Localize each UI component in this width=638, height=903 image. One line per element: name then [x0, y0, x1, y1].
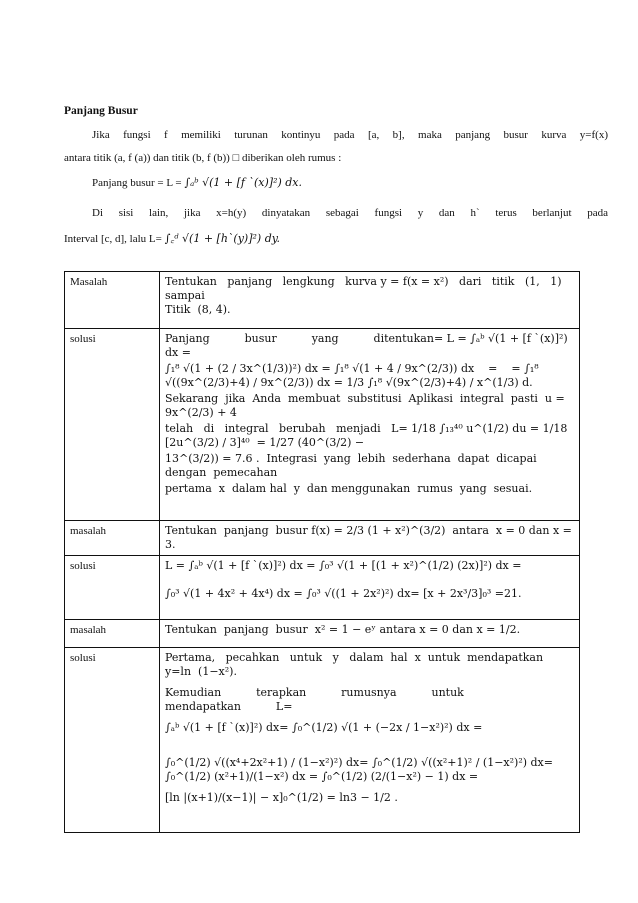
paragraph-2-prefix: Interval [c, d], lalu L=	[64, 233, 162, 245]
row-content	[160, 556, 580, 620]
arc-length-formula-y: ∫꜀ᵈ √(1 + [hˋ(y)]²) dy.	[164, 232, 280, 245]
content-line: Kemudian terapkan rumusnya untuk mendapatkan L=	[165, 686, 499, 713]
content-line: ∫₀^(1/2) √((x⁴+2x²+1) / (1−x²)²) dx= ∫₀^(1/2) √((x²+1)² / (1−x²)²) dx= ∫₀^(1/2) (x²+1)/(1−x²) dx = ∫₀^(1/2) (2/(1−x²) − 1) dx =	[165, 756, 557, 783]
content-line: Panjang busur yang ditentukan= L = ∫ₐᵇ √(1 + [f ˋ(x)]²) dx =	[165, 332, 572, 359]
problems-table	[64, 271, 580, 833]
row-label: solusi	[65, 329, 160, 521]
content-line: 13^(3/2)) = 7.6 . Integrasi yang lebih sederhana dapat dicapai dengan pemecahan	[165, 452, 544, 479]
table-row	[65, 521, 580, 556]
content-line: ∫₀³ √(1 + 4x² + 4x⁴) dx = ∫₀³ √((1 + 2x²)²) dx= [x + 2x³/3]₀³ =21.	[165, 587, 522, 600]
content-line: Tentukan panjang busur x² = 1 − eʸ antara x = 0 dan x = 1/2.	[165, 623, 521, 636]
paragraph-2-line-2	[64, 231, 580, 247]
content-line: Pertama, pecahkan untuk y dalam hal x untuk mendapatkan y=ln (1−x²).	[165, 651, 551, 678]
row-content	[160, 521, 580, 556]
formula-body: ∫ₐᵇ √(1 + [f ˋ(x)]²) dx.	[184, 176, 303, 189]
table-row	[65, 272, 580, 329]
paragraph-2-line-1: Di sisi lain, jika x=h(y) dinyatakan sebagai fungsi y dan h` terus berlanjut pada	[92, 207, 608, 219]
content-line: [ln |(x+1)/(x−1)| − x]₀^(1/2) = ln3 − 1/2 .	[165, 791, 398, 804]
content-line: ∫ₐᵇ √(1 + [f ˋ(x)]²) dx= ∫₀^(1/2) √(1 + (−2x / 1−x²)²) dx =	[165, 721, 483, 734]
content-line: Tentukan panjang busur f(x) = 2/3 (1 + x²)^(3/2) antara x = 0 dan x = 3.	[165, 524, 576, 551]
content-line: L = ∫ₐᵇ √(1 + [f ˋ(x)]²) dx = ∫₀³ √(1 + [(1 + x²)^(1/2) (2x)]²) dx =	[165, 559, 522, 572]
content-line: Sekarang jika Anda membuat substitusi Aplikasi integral pasti u = 9x^(2/3) + 4	[165, 392, 569, 419]
paragraph-1-line-1: Jika fungsi f memiliki turunan kontinyu pada [a, b], maka panjang busur kurva y=f(x)	[92, 129, 608, 141]
row-label: masalah	[65, 521, 160, 556]
table-row	[65, 648, 580, 833]
content-line: pertama x dalam hal y dan menggunakan rumus yang sesuai.	[165, 482, 533, 495]
row-content	[160, 620, 580, 648]
row-label: solusi	[65, 556, 160, 620]
formula-label: Panjang busur = L =	[92, 177, 182, 189]
row-label: masalah	[65, 620, 160, 648]
content-line: Tentukan panjang lengkung kurva y = f(x = x²) dari titik (1, 1) sampai	[165, 275, 573, 302]
paragraph-1-line-2: antara titik (a, f (a)) dan titik (b, f (b)) □ diberikan oleh rumus :	[64, 152, 342, 164]
table-row	[65, 556, 580, 620]
row-content	[160, 329, 580, 521]
arc-length-formula-x	[92, 176, 302, 189]
content-line: telah di integral berubah menjadi L= 1/18 ∫₁₃⁴⁰ u^(1/2) du = 1/18 [2u^(3/2) / 3]⁴⁰ = 1/27 (40^(3/2) −	[165, 422, 571, 449]
table-row	[65, 620, 580, 648]
row-label: Masalah	[65, 272, 160, 329]
table-row	[65, 329, 580, 521]
section-heading: Panjang Busur	[64, 105, 138, 117]
content-line: ∫₁⁸ √(1 + (2 / 3x^(1/3))²) dx = ∫₁⁸ √(1 + 4 / 9x^(2/3)) dx = = ∫₁⁸ √((9x^(2/3)+4) / 9x^(2/3)) dx = 1/3 ∫₁⁸ √(9x^(2/3)+4) / x^(1/3) d.	[165, 362, 543, 389]
row-content	[160, 648, 580, 833]
content-line: Titik (8, 4).	[165, 303, 231, 316]
row-label: solusi	[65, 648, 160, 833]
row-content	[160, 272, 580, 329]
